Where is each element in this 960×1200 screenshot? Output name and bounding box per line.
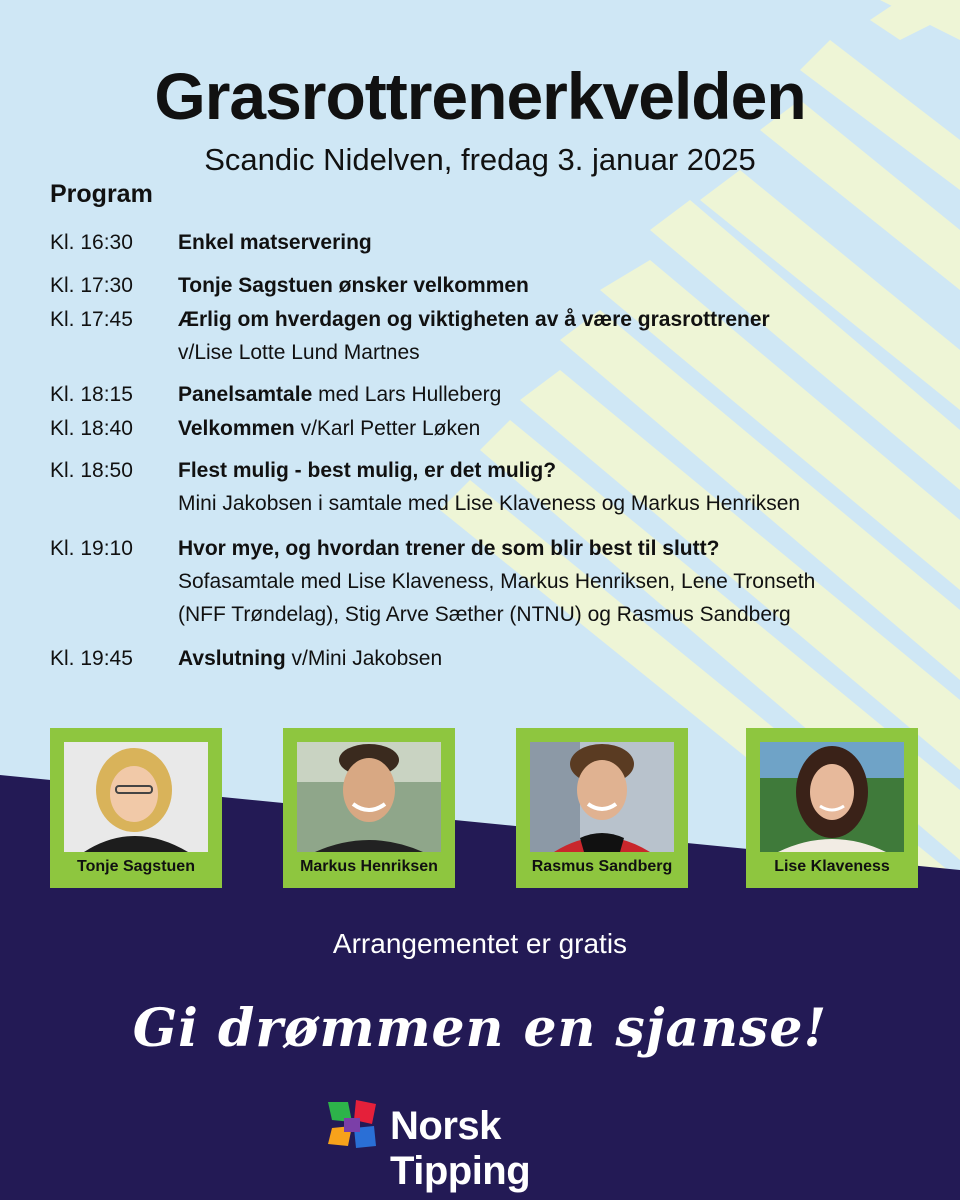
logo-text: Norsk Tipping [390, 1104, 531, 1193]
free-admission-text: Arrangementet er gratis [332, 928, 628, 959]
program-subline: Mini Jakobsen i samtale med Lise Klaveness og Markus Henriksen [178, 492, 801, 515]
program-title: Velkommen [178, 417, 295, 440]
program-subline: v/Lise Lotte Lund Martnes [178, 341, 420, 364]
program-subline: (NFF Trøndelag), Stig Arve Sæther (NTNU) og Rasmus Sandberg [178, 603, 791, 626]
program-time: Kl. 17:45 [50, 308, 133, 331]
program-time: Kl. 18:15 [50, 383, 133, 406]
program-time: Kl. 18:50 [50, 459, 133, 482]
event-subtitle: Scandic Nidelven, fredag 3. januar 2025 [204, 142, 756, 177]
program-title: Avslutning [178, 647, 286, 670]
event-title: Grasrottrenerkvelden [154, 59, 806, 133]
program-title: Enkel matservering [178, 231, 372, 254]
program-time: Kl. 16:30 [50, 231, 133, 254]
program-detail: med Lars Hulleberg [312, 383, 502, 406]
speaker-card [746, 728, 918, 888]
program-subline: Sofasamtale med Lise Klaveness, Markus Henriksen, Lene Tronseth [178, 570, 816, 593]
program-time: Kl. 17:30 [50, 274, 133, 297]
program-title: Flest mulig - best mulig, er det mulig? [178, 459, 557, 482]
program-title: Tonje Sagstuen ønsker velkommen [178, 274, 529, 297]
speaker-photo [297, 742, 441, 852]
program-title: Panelsamtale [178, 383, 313, 406]
speaker-name: Rasmus Sandberg [531, 858, 673, 875]
slogan: Gi drømmen en sjanse! [132, 998, 828, 1059]
program-detail: v/Karl Petter Løken [294, 417, 481, 440]
speaker-card [50, 728, 222, 888]
program-time: Kl. 19:10 [50, 537, 133, 560]
program-time: Kl. 19:45 [50, 647, 133, 670]
speaker-name: Lise Klaveness [774, 858, 890, 875]
speaker-name: Markus Henriksen [300, 858, 438, 875]
speaker-name: Tonje Sagstuen [77, 858, 195, 875]
speaker-card [516, 728, 688, 888]
program-title: Ærlig om hverdagen og viktigheten av å være grasrottrener [178, 308, 770, 331]
speaker-card [283, 728, 455, 888]
speaker-photo [64, 742, 208, 852]
norsk-tipping-logo [326, 1098, 646, 1193]
program-detail: v/Mini Jakobsen [285, 647, 443, 670]
speaker-photo [760, 742, 904, 852]
program-title: Hvor mye, og hvordan trener de som blir best til slutt? [178, 537, 720, 560]
speaker-photo [530, 742, 674, 852]
logo-icon [326, 1098, 378, 1150]
program-time: Kl. 18:40 [50, 417, 133, 440]
program-heading: Program [50, 180, 153, 208]
